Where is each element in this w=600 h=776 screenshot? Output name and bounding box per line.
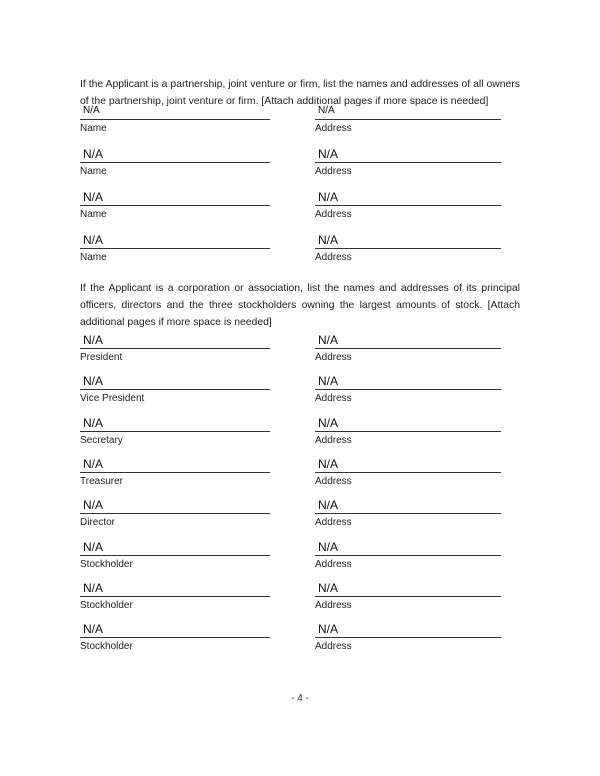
underline — [80, 205, 270, 206]
underline — [80, 248, 270, 249]
underline — [315, 513, 501, 514]
officer-field-secretary — [80, 416, 270, 447]
underline — [315, 555, 501, 556]
owner-name-label: Name — [80, 252, 107, 263]
officer-role-label: Director — [80, 517, 116, 528]
owner-address-value: N/A — [318, 233, 339, 247]
underline — [315, 348, 501, 349]
officer-field-president — [80, 333, 270, 364]
owner-address-value: N/A — [318, 190, 339, 204]
officer-role-label: Treasurer — [80, 476, 123, 487]
underline — [80, 119, 270, 120]
officer-address-value: N/A — [318, 457, 339, 471]
stockholder-address-value: N/A — [318, 622, 339, 636]
officer-address-label: Address — [315, 393, 352, 404]
underline — [315, 119, 501, 120]
underline — [80, 472, 270, 473]
owner-address-label: Address — [315, 123, 352, 134]
owner-name-value: N/A — [83, 190, 104, 204]
owner-name-value: N/A — [83, 147, 104, 161]
owner-address-field-3 — [315, 190, 501, 221]
underline — [80, 555, 270, 556]
stockholder-address-field-3 — [315, 622, 501, 653]
stockholder-field-3 — [80, 622, 270, 653]
stockholder-address-label: Address — [315, 641, 352, 652]
officer-address-field-vice-president — [315, 374, 501, 405]
officer-address-value: N/A — [318, 374, 339, 388]
stockholder-label: Stockholder — [80, 600, 133, 611]
owner-name-field-1 — [80, 104, 270, 135]
owner-name-field-2 — [80, 147, 270, 178]
stockholder-field-1 — [80, 540, 270, 571]
owner-name-label: Name — [80, 209, 107, 220]
officer-name-value: N/A — [83, 457, 104, 471]
owner-address-value: N/A — [318, 147, 339, 161]
officer-address-value: N/A — [318, 416, 339, 430]
owner-name-label: Name — [80, 123, 107, 134]
officer-address-label: Address — [315, 517, 352, 528]
underline — [80, 431, 270, 432]
underline — [315, 596, 501, 597]
stockholder-address-label: Address — [315, 600, 352, 611]
corporation-instructions: If the Applicant is a corporation or association, list the names and addresses of its principal officers, directors and the three stockholders owning the largest amounts of stock. [Attach additional pages if more space is needed] — [80, 283, 520, 328]
officer-address-value: N/A — [318, 498, 339, 512]
owner-address-value: N/A — [318, 105, 335, 116]
stockholder-address-field-1 — [315, 540, 501, 571]
underline — [315, 248, 501, 249]
officer-address-label: Address — [315, 476, 352, 487]
owner-name-value: N/A — [83, 233, 104, 247]
officer-address-field-secretary — [315, 416, 501, 447]
officer-address-label: Address — [315, 352, 352, 363]
stockholder-name-value: N/A — [83, 540, 104, 554]
officer-field-treasurer — [80, 457, 270, 488]
underline — [80, 389, 270, 390]
stockholder-label: Stockholder — [80, 559, 133, 570]
officer-address-field-president — [315, 333, 501, 364]
underline — [315, 205, 501, 206]
underline — [315, 637, 501, 638]
underline — [315, 389, 501, 390]
underline — [315, 162, 501, 163]
stockholder-address-value: N/A — [318, 581, 339, 595]
stockholder-name-value: N/A — [83, 581, 104, 595]
officer-field-director — [80, 498, 270, 529]
partnership-instructions: If the Applicant is a partnership, joint venture or firm, list the names and addresses of all owners of the partnership, joint venture or firm. [Attach additional pages if more space is needed] — [80, 79, 520, 107]
officer-field-vice-president — [80, 374, 270, 405]
underline — [80, 596, 270, 597]
owner-address-label: Address — [315, 252, 352, 263]
officer-role-label: Secretary — [80, 435, 123, 446]
officer-address-label: Address — [315, 435, 352, 446]
officer-name-value: N/A — [83, 498, 104, 512]
underline — [80, 513, 270, 514]
officer-address-value: N/A — [318, 333, 339, 347]
underline — [80, 637, 270, 638]
stockholder-name-value: N/A — [83, 622, 104, 636]
underline — [80, 162, 270, 163]
officer-role-label: President — [80, 352, 123, 363]
officer-address-field-director — [315, 498, 501, 529]
officer-address-field-treasurer — [315, 457, 501, 488]
owner-address-field-1 — [315, 104, 501, 135]
stockholder-address-label: Address — [315, 559, 352, 570]
officer-name-value: N/A — [83, 374, 104, 388]
underline — [80, 348, 270, 349]
stockholder-field-2 — [80, 581, 270, 612]
owner-address-label: Address — [315, 209, 352, 220]
stockholder-address-value: N/A — [318, 540, 339, 554]
owner-name-label: Name — [80, 166, 107, 177]
owner-name-value: N/A — [83, 105, 100, 116]
owner-address-label: Address — [315, 166, 352, 177]
officer-role-label: Vice President — [80, 393, 145, 404]
underline — [315, 472, 501, 473]
stockholder-address-field-2 — [315, 581, 501, 612]
officer-name-value: N/A — [83, 416, 104, 430]
page-number: - 4 - — [291, 693, 309, 704]
owner-name-field-4 — [80, 233, 270, 264]
stockholder-label: Stockholder — [80, 641, 133, 652]
owner-name-field-3 — [80, 190, 270, 221]
owner-address-field-4 — [315, 233, 501, 264]
officer-name-value: N/A — [83, 333, 104, 347]
underline — [315, 431, 501, 432]
owner-address-field-2 — [315, 147, 501, 178]
